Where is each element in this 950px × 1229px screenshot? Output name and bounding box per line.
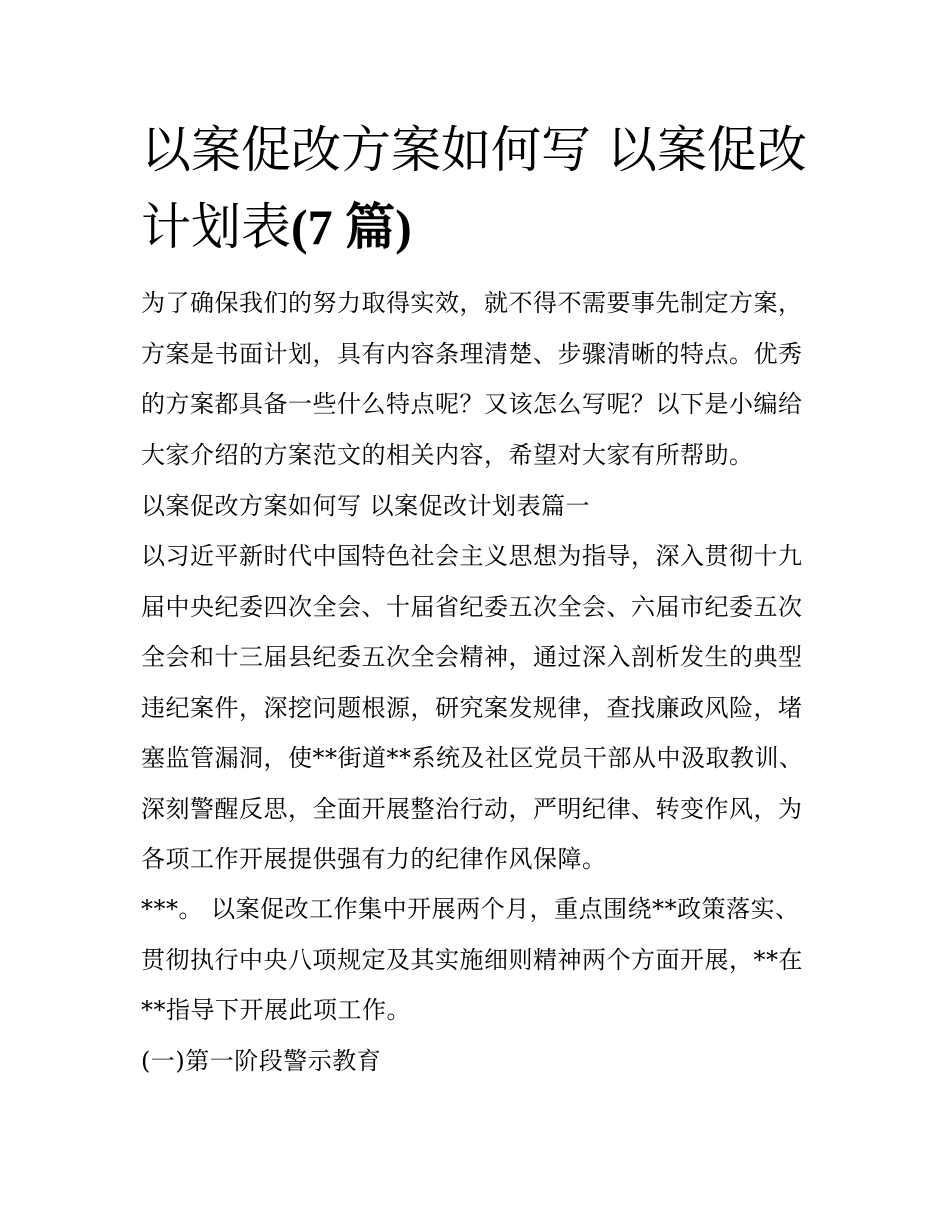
- paragraph-line: 以习近平新时代中国特色社会主义思想为指导，深入贯彻十九: [141, 542, 803, 570]
- title-line-1: 以案促改方案如何写 以案促改: [141, 121, 807, 179]
- stage-heading-text: (一)第一阶段警示教育: [141, 1047, 382, 1075]
- paragraph-line: 各项工作开展提供强有力的纪律作风保障。: [141, 845, 607, 873]
- paragraph-line: 大家介绍的方案范文的相关内容，希望对大家有所帮助。: [141, 440, 754, 469]
- paragraph-line: 违纪案件，深挖问题根源，研究案发规律，查找廉政风险，堵: [141, 693, 803, 722]
- paragraph-line: 方案是书面计划，具有内容条理清楚、步骤清晰的特点。优秀: [141, 339, 803, 368]
- paragraph-line: 贯彻执行中央八项规定及其实施细则精神两个方面开展，**在: [141, 945, 803, 974]
- document-title: [141, 112, 813, 266]
- paragraph-line: **指导下开展此项工作。: [141, 996, 411, 1024]
- section-heading-text: 以案促改方案如何写 以案促改计划表篇一: [141, 492, 591, 520]
- section-heading: [141, 481, 813, 532]
- paragraph-line: 塞监管漏洞，使**街道**系统及社区党员干部从中汲取教训、: [141, 744, 804, 772]
- intro-paragraph: [141, 278, 813, 480]
- paragraph-line: 的方案都具备一些什么特点呢？又该怎么写呢？以下是小编给: [141, 390, 803, 418]
- paragraph-line: 深刻警醒反思，全面开展整治行动，严明纪律、转变作风，为: [141, 794, 803, 823]
- paragraph-line: 届中央纪委四次全会、十届省纪委五次全会、六届市纪委五次: [141, 592, 803, 621]
- title-line-2: 计划表(7 篇): [141, 198, 412, 256]
- guiding-thought-paragraph: [141, 531, 813, 885]
- stage-heading: [141, 1036, 813, 1087]
- paragraph-line: ***。 以案促改工作集中开展两个月，重点围绕**政策落实、: [141, 895, 800, 923]
- scope-paragraph: [141, 884, 813, 1036]
- paragraph-line: 全会和十三届县纪委五次全会精神，通过深入剖析发生的典型: [141, 643, 803, 671]
- paragraph-line: 为了确保我们的努力取得实效，就不得不需要事先制定方案，: [141, 289, 803, 317]
